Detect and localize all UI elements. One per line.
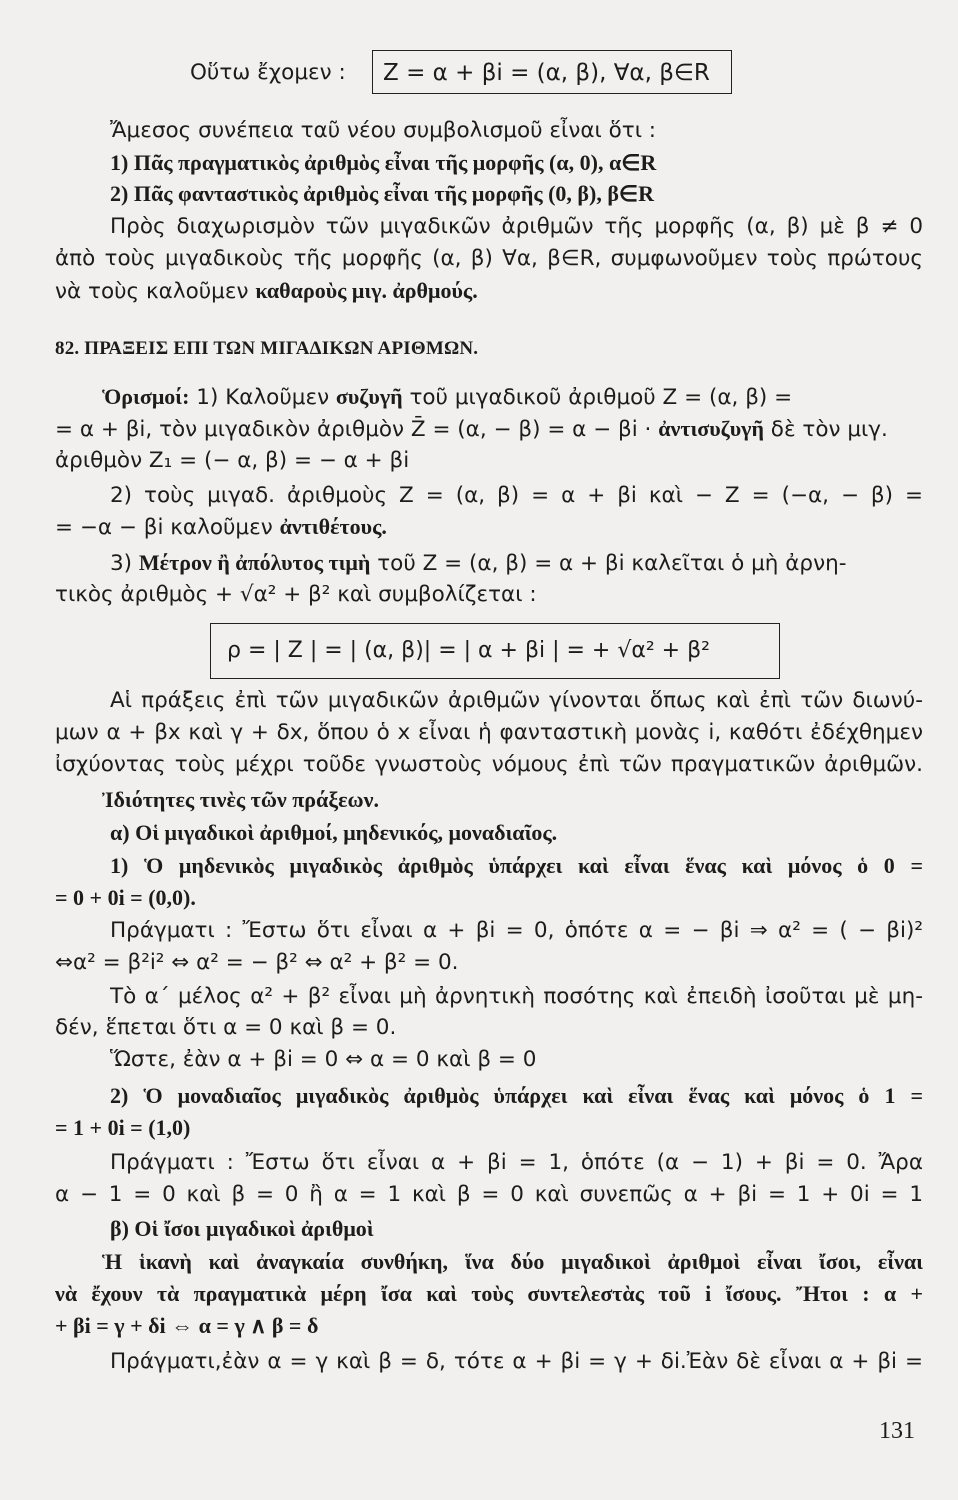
bold-line: νὰ ἔχουν τὰ πραγματικὰ μέρη ἴσα καὶ τοὺς συντελεστὰς τοῦ i ἴσους. Ἤτοι : α + bbox=[55, 1281, 923, 1306]
bold-line: Ἡ ἱκανὴ καὶ ἀναγκαία συνθήκη, ἵνα δύο μιγαδικοὶ ἀριθμοὶ εἶναι ἴσοι, εἶναι bbox=[102, 1249, 923, 1274]
text-span: = −α − βi καλοῦμεν bbox=[55, 515, 280, 540]
bold-line: = 1 + 0i = (1,0) bbox=[55, 1115, 191, 1140]
text-span: νὰ τοὺς καλοῦμεν bbox=[55, 279, 256, 304]
text-line: Ὥστε, ἐὰν α + βi = 0 ⇔ α = 0 καὶ β = 0 bbox=[110, 1047, 537, 1072]
bold-span: ἀντιθέτους. bbox=[279, 514, 387, 539]
definition-line bbox=[55, 414, 923, 444]
text-line: τικὸς ἀριθμὸς + √α² + β² καὶ συμβολίζεται : bbox=[55, 582, 537, 607]
section-heading: 82. ΠΡΑΞΕΙΣ ΕΠΙ ΤΩΝ ΜΙΓΑΔΙΚΩΝ ΑΡΙΘΜΩΝ. bbox=[55, 338, 479, 359]
subheading: β) Οἱ ἴσοι μιγαδικοὶ ἀριθμοὶ bbox=[110, 1216, 374, 1241]
text-span: 3) bbox=[110, 551, 139, 576]
text-line: μων α + βx καὶ γ + δx, ὅπου ὁ x εἶναι ἡ φανταστικὴ μονὰς i, καθότι ἐδέχθημεν bbox=[55, 720, 923, 745]
bold-line: = 0 + 0i = (0,0). bbox=[55, 885, 196, 910]
definition-line bbox=[110, 548, 923, 578]
text-line: Αἱ πράξεις ἐπὶ τῶν μιγαδικῶν ἀριθμῶν γίνονται ὅπως καὶ ἐπὶ τῶν διωνύ- bbox=[110, 688, 923, 713]
formula-box-definition: Z = α + βi = (α, β), ∀α, β∈R bbox=[372, 50, 732, 94]
text-line: Πράγματι : Ἔστω ὅτι εἶναι α + βi = 1, ὁπότε (α − 1) + βi = 0. Ἄρα bbox=[110, 1150, 923, 1175]
bold-span: καθαροὺς μιγ. ἀρθμούς. bbox=[255, 278, 478, 303]
text-line: Πράγματι : Ἔστω ὅτι εἶναι α + βi = 0, ὁπότε α = − βi ⇒ α² = ( − βi)² bbox=[110, 918, 923, 943]
bold-span: συζυγῆ bbox=[335, 384, 403, 409]
intro-text: Οὕτω ἔχομεν : bbox=[190, 60, 346, 85]
page-number: 131 bbox=[879, 1418, 915, 1444]
bold-line: + βi = γ + δi ⇔ α = γ ∧ β = δ bbox=[55, 1313, 319, 1338]
text-line: δέν, ἕπεται ὅτι α = 0 καὶ β = 0. bbox=[55, 1015, 397, 1040]
text-line bbox=[55, 276, 923, 306]
text-span: 1) Καλοῦμεν bbox=[189, 385, 336, 410]
text-line: 2) τοὺς μιγαδ. ἀριθμοὺς Z = (α, β) = α + βi καὶ − Z = (−α, − β) = bbox=[110, 483, 923, 508]
bold-line: 2) Ὁ μοναδιαῖος μιγαδικὸς ἀριθμὸς ὑπάρχει καὶ εἶναι ἕνας καὶ μόνος ὁ 1 = bbox=[110, 1083, 923, 1108]
text-line: α − 1 = 0 καὶ β = 0 ἢ α = 1 καὶ β = 0 καὶ συνεπῶς α + βi = 1 + 0i = 1 bbox=[55, 1182, 923, 1207]
text-line: Ἄμεσος συνέπεια ταῦ νέου συμβολισμοῦ εἶναι ὅτι : bbox=[110, 118, 657, 143]
text-line: ⇔α² = β²i² ⇔ α² = − β² ⇔ α² + β² = 0. bbox=[55, 950, 459, 975]
text-line: Πρὸς διαχωρισμὸν τῶν μιγαδικῶν ἀριθμῶν τῆς μορφῆς (α, β) μὲ β ≠ 0 bbox=[110, 214, 923, 239]
text-line: Τὸ α΄ μέλος α² + β² εἶναι μὴ ἀρνητικὴ ποσότης καὶ ἐπειδὴ ἰσοῦται μὲ μη- bbox=[110, 984, 923, 1009]
bold-span: Μέτρον ἢ ἀπόλυτος τιμὴ bbox=[138, 550, 371, 575]
text-line bbox=[55, 512, 923, 542]
bold-span: Ὁρισμοί: bbox=[102, 384, 190, 409]
bold-line: 2) Πᾶς φανταστικὸς ἀριθμὸς εἶναι τῆς μορφῆς (0, β), β∈R bbox=[110, 181, 654, 206]
subheading: α) Οἱ μιγαδικοὶ ἀριθμοί, μηδενικός, μοναδιαῖος. bbox=[110, 820, 558, 845]
bold-line: 1) Ὁ μηδενικὸς μιγαδικὸς ἀριθμὸς ὑπάρχει καὶ εἶναι ἕνας καὶ μόνος ὁ 0 = bbox=[110, 853, 923, 878]
subheading: Ἰδιότητες τινὲς τῶν πράξεων. bbox=[102, 787, 379, 812]
text-span: = α + βi, τὸν μιγαδικὸν ἀριθμὸν Z̄ = (α, − β) = α − βi · bbox=[55, 417, 659, 442]
bold-span: ἀντισυζυγῆ bbox=[658, 416, 764, 441]
text-line: ἀριθμὸν Z₁ = (− α, β) = − α + βi bbox=[55, 448, 410, 473]
text-line: Πράγματι,ἐὰν α = γ καὶ β = δ, τότε α + βi = γ + δi.Ἐὰν δὲ εἶναι α + βi = bbox=[110, 1349, 923, 1374]
bold-line: 1) Πᾶς πραγματικὸς ἀριθμὸς εἶναι τῆς μορφῆς (α, 0), α∈R bbox=[110, 150, 657, 175]
formula-box-modulus: ρ = | Z | = | (α, β)| = | α + βi | = + √α² + β² bbox=[210, 623, 780, 679]
definition-line bbox=[102, 382, 923, 412]
text-span: τοῦ μιγαδικοῦ ἀριθμοῦ Z = (α, β) = bbox=[402, 385, 793, 410]
text-span: δὲ τὸν μιγ. bbox=[763, 417, 888, 442]
text-span: τοῦ Z = (α, β) = α + βi καλεῖται ὁ μὴ ἀρνη- bbox=[370, 551, 847, 576]
text-line: ἀπὸ τοὺς μιγαδικοὺς τῆς μορφῆς (α, β) ∀α, β∈R, συμφωνοῦμεν τοὺς πρώτους bbox=[55, 246, 923, 271]
text-line: ἰσχύοντας τοὺς μέχρι τοῦδε γνωστοὺς νόμους ἐπὶ τῶν πραγματικῶν ἀριθμῶν. bbox=[55, 752, 923, 777]
